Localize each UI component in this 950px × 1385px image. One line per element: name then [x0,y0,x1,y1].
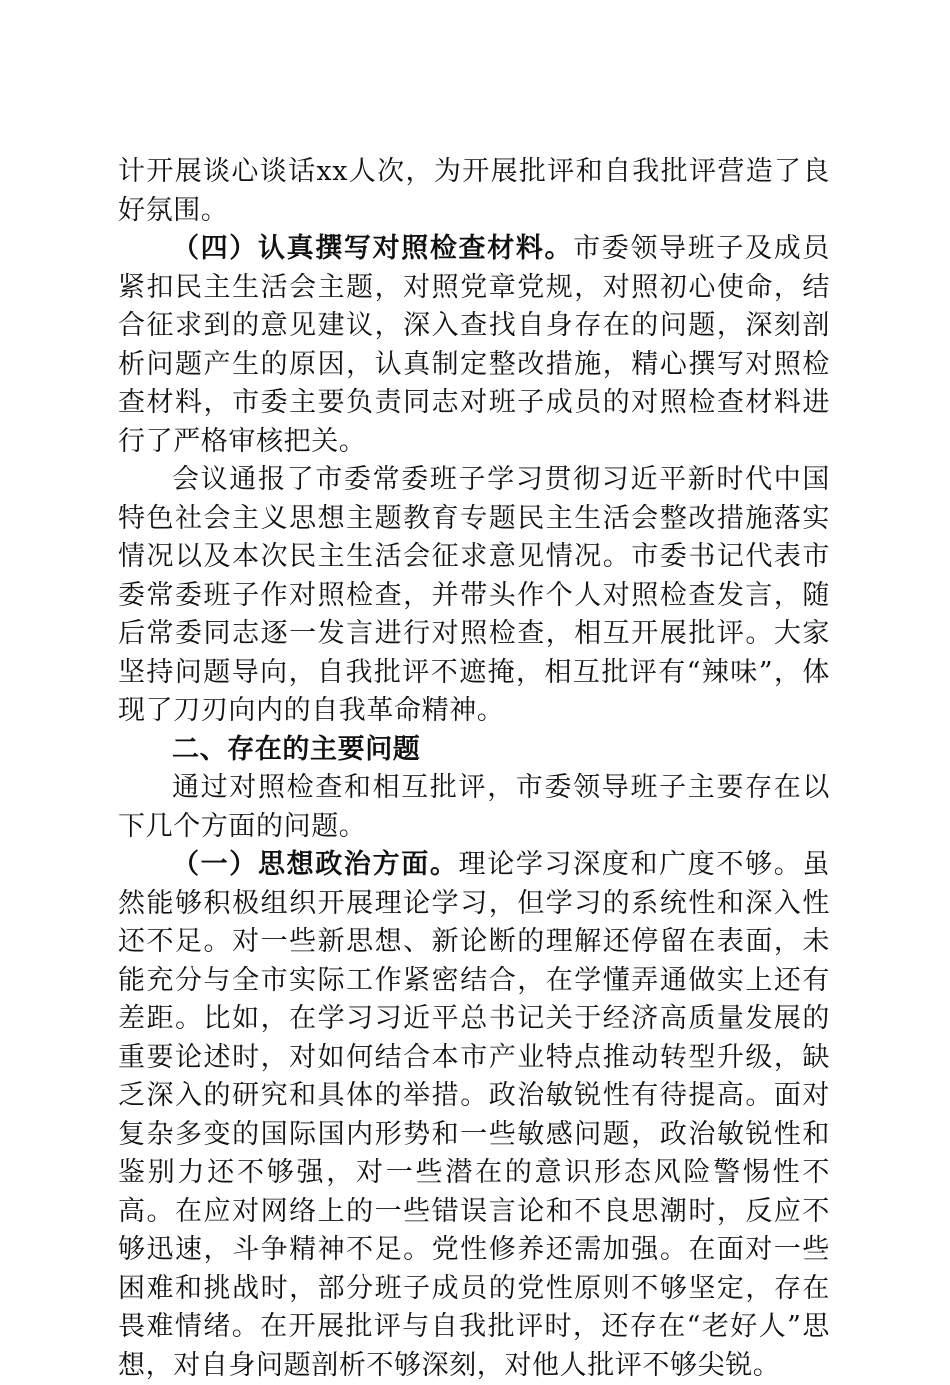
paragraph-text: 市委领导班子及成员紧扣民主生活会主题，对照党章党规，对照初心使命，结合征求到的意见建议，深入查找自身存在的问题，深刻剖析问题产生的原因，认真制定整改措施，精心撰写对照检查材料，市委主要负责同志对班子成员的对照检查材料进行了严格审核把关。 [118,233,830,457]
paragraph-text: 通过对照检查和相互批评，市委领导班子主要存在以下几个方面的问题。 [118,772,830,842]
paragraph-meeting-report [118,461,830,731]
document-page [118,153,830,1385]
paragraph-writing-materials [118,230,830,461]
paragraph-continuation [118,153,830,230]
section-heading: 二、存在的主要问题 [172,733,421,765]
paragraph-text: 会议通报了市委常委班子学习贯彻习近平新时代中国特色社会主义思想主题教育专题民主生活会整改措施落实情况以及本次民主生活会征求意见情况。市委书记代表市委常委班子作对照检查，并带头作个人对照检查发言，随后常委同志逐一发言进行对照检查，相互开展批评。大家坚持问题导向，自我批评不遮掩，相互批评有“辣味”，体现了刀刃向内的自我革命精神。 [118,464,830,726]
paragraph-text: 理论学习深度和广度不够。虽然能够积极组织开展理论学习，但学习的系统性和深入性还不足。对一些新思想、新论断的理解还停留在表面，未能充分与全市实际工作紧密结合，在学懂弄通做实上还有差距。比如，在学习习近平总书记关于经济高质量发展的重要论述时，对如何结合本市产业特点推动转型升级，缺乏深入的研究和具体的举措。政治敏锐性有待提高。面对复杂多变的国际国内形势和一些敏感问题，政治敏锐性和鉴别力还不够强，对一些潜在的意识形态风险警惕性不高。在应对网络上的一些错误言论和不良思潮时，反应不够迅速，斗争精神不足。党性修养还需加强。在面对一些困难和挑战时，部分班子成员的党性原则不够坚定，存在畏难情绪。在开展批评与自我批评时，还存在“老好人”思想，对自身问题剖析不够深刻，对他人批评不够尖锐。 [118,849,830,1381]
paragraph-text: 计开展谈心谈话xx人次，为开展批评和自我批评营造了良好氛围。 [118,156,830,226]
paragraph-lead: （四）认真撰写对照检查材料。 [172,233,574,264]
paragraph-ideology [118,846,830,1385]
paragraph-lead: （一）思想政治方面。 [172,849,459,880]
paragraph-intro [118,769,830,846]
